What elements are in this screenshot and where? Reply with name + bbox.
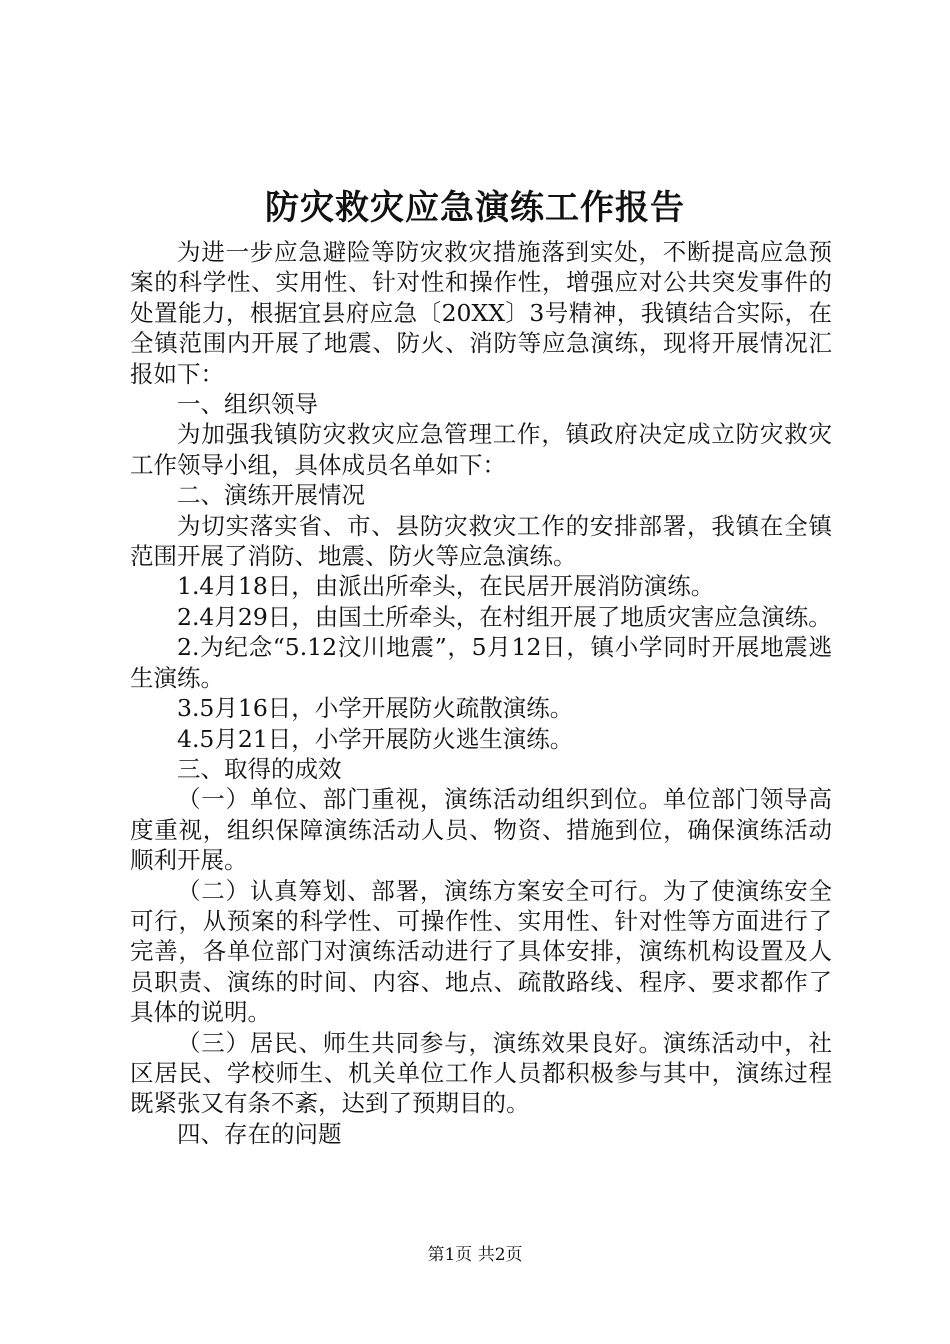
result-paragraph: （一）单位、部门重视，演练活动组织到位。单位部门领导高度重视，组织保障演练活动人员、物资、措施到位，确保演练活动顺利开展。 [130,785,832,875]
drill-item: 3.5月16日，小学开展防火疏散演练。 [177,694,574,723]
section-heading-drills: 二、演练开展情况 [177,481,365,510]
drill-item: 2.为纪念“5.12汶川地震”，5月12日，镇小学同时开展地震逃生演练。 [130,633,832,692]
page-footer: 第1页 共2页 [427,1245,523,1265]
organization-paragraph: 为加强我镇防灾救灾应急管理工作，镇政府决定成立防灾救灾工作领导小组，具体成员名单如下： [130,420,832,479]
drill-item: 1.4月18日，由派出所牵头，在民居开展消防演练。 [177,572,715,601]
result-paragraph: （二）认真筹划、部署，演练方案安全可行。为了使演练安全可行，从预案的科学性、可操作性、实用性、针对性等方面进行了完善，各单位部门对演练活动进行了具体安排，演练机构设置及人员职责、演练的时间、内容、地点、疏散路线、程序、要求都作了具体的说明。 [130,876,832,1027]
section-heading-problems: 四、存在的问题 [177,1119,342,1148]
page-title: 防灾救灾应急演练工作报告 [265,188,685,228]
drill-item: 4.5月21日，小学开展防火逃生演练。 [177,724,574,753]
intro-paragraph: 为进一步应急避险等防灾救灾措施落到实处，不断提高应急预案的科学性、实用性、针对性和操作性，增强应对公共突发事件的处置能力，根据宜县府应急〔20XX〕3号精神，我镇结合实际，在全镇范围内开展了地震、防火、消防等应急演练，现将开展情况汇报如下： [130,238,832,388]
document-body [130,237,832,1149]
drill-item: 2.4月29日，由国土所牵头，在村组开展了地质灾害应急演练。 [177,602,832,631]
drills-paragraph: 为切实落实省、市、县防灾救灾工作的安排部署，我镇在全镇范围开展了消防、地震、防火等应急演练。 [130,511,832,571]
section-heading-results: 三、取得的成效 [177,754,342,783]
result-paragraph: （三）居民、师生共同参与，演练效果良好。演练活动中，社区居民、学校师生、机关单位工作人员都积极参与其中，演练过程既紧张又有条不紊，达到了预期目的。 [130,1028,832,1118]
section-heading-organization: 一、组织领导 [177,390,318,419]
